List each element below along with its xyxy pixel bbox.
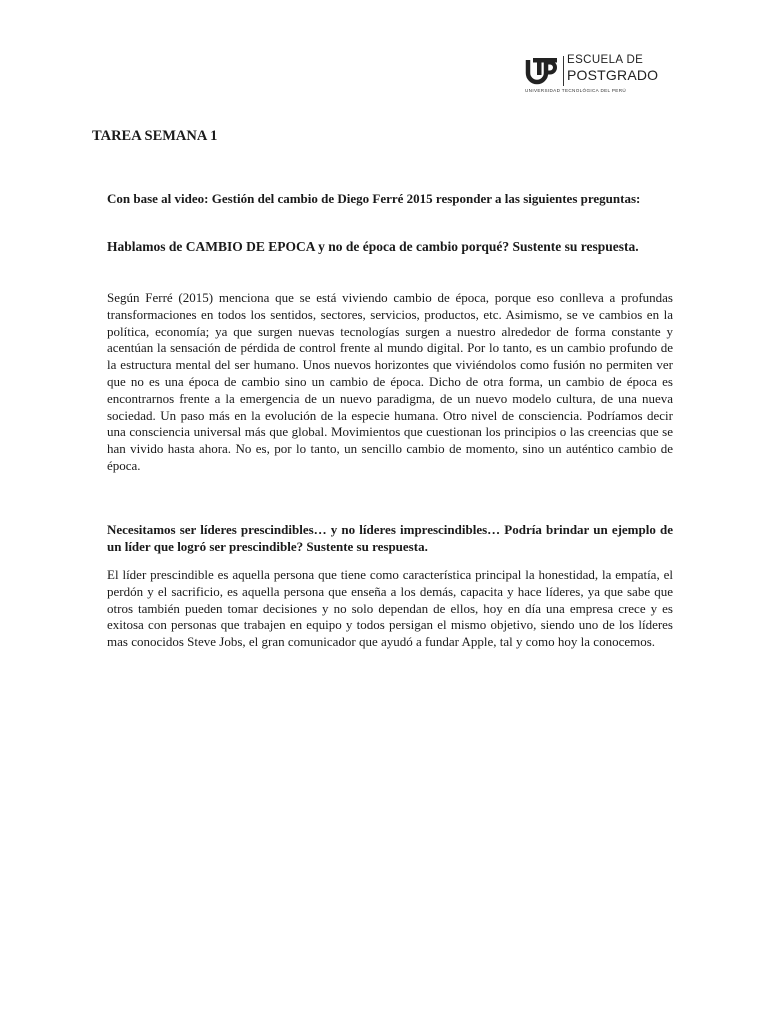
answer-2-text: El líder prescindible es aquella persona que tiene como característica principal la honestidad, la empatía, el perdón y el sacrificio, es aquella persona que enseña a los demás, capacita y hace líderes, ya que sabe que otros también pueden tomar decisiones y no solo dependan de ellos, hoy en día una empresa crece y es exitosa con personas que trabajen en equipo y todos persigan el mismo objetivo, siendo uno de los líderes mas conocidos Steve Jobs, el gran comunicador que ayudó a fundar Apple, tal y como hoy la conocemos. xyxy=(107,567,673,650)
question-2 xyxy=(107,521,673,555)
intro-paragraph xyxy=(107,192,673,206)
logo-divider xyxy=(563,56,564,86)
answer-1-text: Según Ferré (2015) menciona que se está viviendo cambio de época, porque eso conlleva a profundas transformaciones en todos los sentidos, sectores, servicios, productos, etc. Asimismo, se ve cambios en la política, economía; ya que surgen nuevas tecnologías surgen a nuestro alrededor de forma constante y acentúan la sensación de pérdida de control frente al mundo digital. Por lo tanto, es un cambio profundo de la estructura mental del ser humano. Unos nuevos horizontes que viviéndolos como fusión no permiten ver que no es una época de cambio sino un cambio de época. Dicho de otra forma, un cambio de época es encontrarnos frente a la emergencia de un nuevo paradigma, de un nuevo modelo cultura, de una nueva sociedad. Un paso más en la evolución de la especie humana. Otro nivel de consciencia. Podríamos decir una consciencia universal más que global. Movimientos que cuestionan los principios o las creencias que se han vivido hasta ahora. No es, por lo tanto, un sencillo cambio de momento, sino un auténtico cambio de época. xyxy=(107,290,673,473)
answer-2 xyxy=(107,567,673,651)
document-title: TAREA SEMANA 1 xyxy=(92,128,218,144)
question-1 xyxy=(107,238,673,256)
logo-postgrado-label: POSTGRADO xyxy=(567,67,659,83)
answer-1 xyxy=(107,290,673,475)
logo-school-label: ESCUELA DE xyxy=(567,54,644,66)
question-1-text: Hablamos de CAMBIO DE EPOCA y no de época de cambio porqué? Sustente su respuesta. xyxy=(107,239,639,254)
question-2-text: Necesitamos ser líderes prescindibles… y no líderes imprescindibles… Podría brindar un ejemplo de un líder que logró ser prescindible? Sustente su respuesta. xyxy=(107,522,673,554)
utp-logo-icon xyxy=(525,56,559,90)
logo-university-label: UNIVERSIDAD TECNOLÓGICA DEL PERÚ xyxy=(525,88,627,93)
university-logo xyxy=(525,54,665,100)
intro-text: Con base al video: Gestión del cambio de Diego Ferré 2015 responder a las siguientes preguntas: xyxy=(107,191,641,206)
